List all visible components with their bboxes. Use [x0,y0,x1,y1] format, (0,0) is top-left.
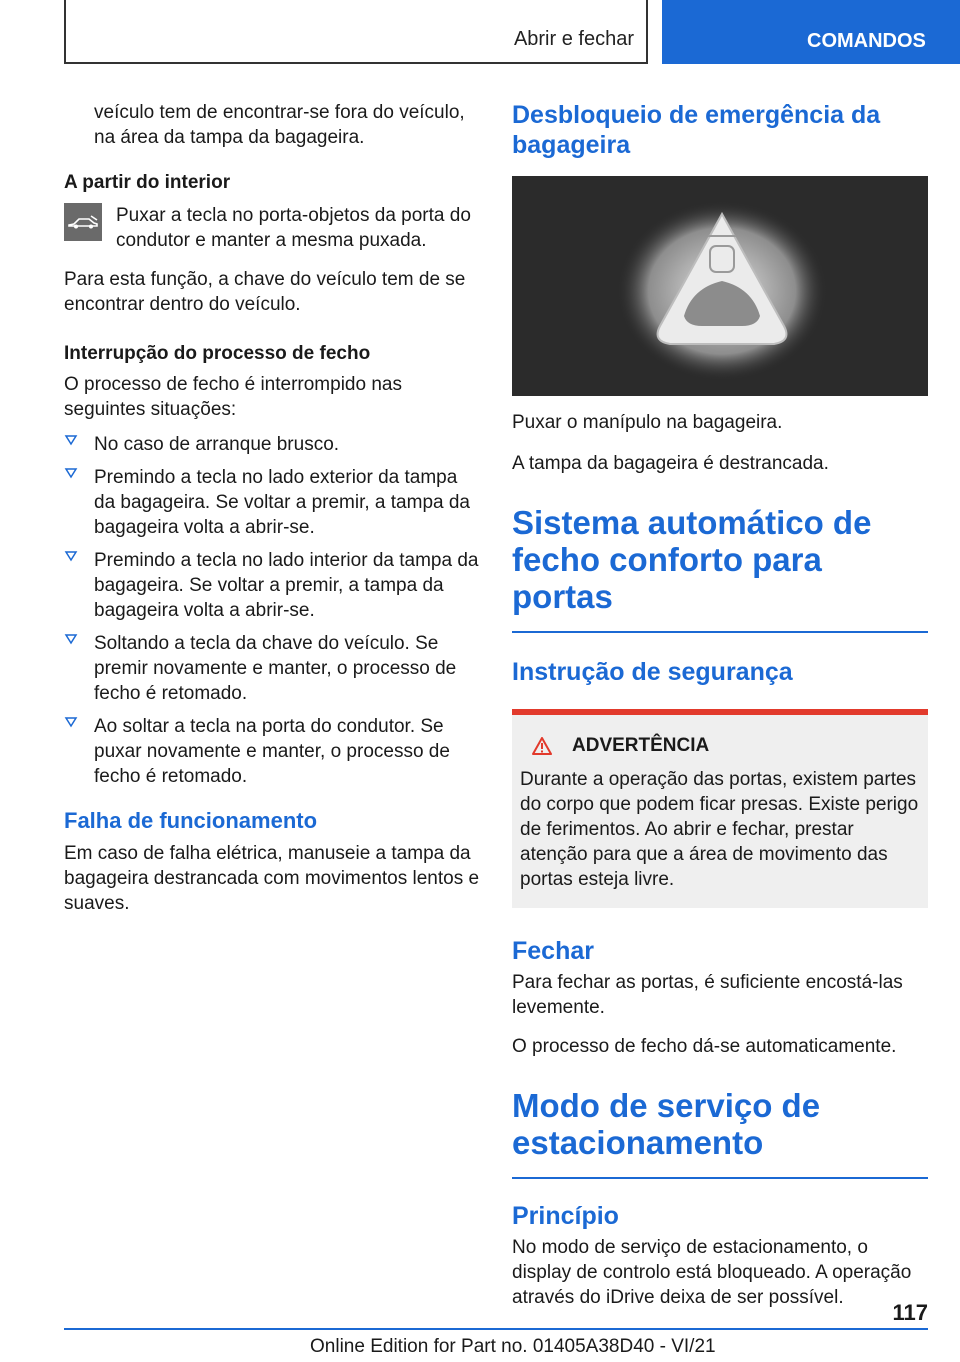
list-item: No caso de arranque brusco. [64,432,482,457]
emergency-step-2: A tampa da bagageira é destrancada. [512,453,829,474]
right-column [512,100,928,1310]
interior-instruction [64,203,482,253]
list-item: Soltando a tecla da chave do veículo. Se premir novamente e manter, o processo de fecho é retomado. [64,631,482,706]
interrupt-heading: Interrupção do processo de fecho [64,343,371,364]
left-column [64,100,482,916]
emergency-step-1: Puxar o manípulo na bagageira. [512,412,783,433]
interior-heading: A partir do interior [64,172,231,193]
warning-title: ADVERTÊNCIA [520,735,920,757]
softclose-heading: Sistema automático de fecho conforto para portas [512,504,872,615]
page-number: 117 [892,1300,928,1325]
triangle-bullet-icon [64,465,78,479]
warning-text: Durante a operação das portas, existem partes do corpo que podem ficar presas. Existe perigo de ferimentos. Ao abrir e fechar, prestar atenção para que a área de movimento das portas esteja livre. [520,769,919,890]
section-divider [512,631,928,633]
close-heading: Fechar [512,937,594,965]
footer-divider [64,1328,928,1330]
section-label: Abrir e fechar [513,28,634,50]
chapter-tab-label: COMANDOS [807,30,926,52]
malfunction-heading: Falha de funcionamento [64,808,318,833]
trunk-release-handle-image [512,176,928,396]
triangle-bullet-icon [64,432,78,446]
list-item: Ao soltar a tecla na porta do condutor. Se puxar novamente e manter, o processo de fecho é retomado. [64,714,482,789]
list-item: Premindo a tecla no lado interior da tampa da bagageira. Se voltar a premir, a tampa da bagageira volta a abrir-se. [64,548,482,623]
edition-note: Online Edition for Part no. 01405A38D40 - VI/21 [310,1336,716,1357]
valet-heading: Modo de serviço de estacionamento [512,1087,821,1161]
section-divider [512,1177,928,1179]
close-text-1: Para fechar as portas, é suficiente encostá-las levemente. [512,972,903,1018]
triangle-bullet-icon [64,631,78,645]
safety-heading: Instrução de segurança [512,658,793,686]
car-trunk-icon [64,203,102,241]
malfunction-text: Em caso de falha elétrica, manuseie a tampa da bagageira destrancada com movimentos lentos e suaves. [64,843,480,914]
warning-icon [532,737,552,755]
principle-text: No modo de serviço de estacionamento, o display de controlo está bloqueado. A operação através do iDrive deixa de ser possível. [512,1237,912,1308]
interrupt-list [64,432,482,789]
continued-paragraph: veículo tem de encontrar-se fora do veículo, na área da tampa da bagageira. [94,102,465,148]
header-box [64,0,648,64]
triangle-bullet-icon [64,714,78,728]
triangle-bullet-icon [64,548,78,562]
key-note: Para esta função, a chave do veículo tem de se encontrar dentro do veículo. [64,269,466,315]
close-text-2: O processo de fecho dá-se automaticamente. [512,1036,897,1057]
interrupt-intro: O processo de fecho é interrompido nas seguintes situações: [64,374,402,420]
warning-box [512,709,928,908]
chapter-tab [662,0,960,64]
interior-text: Puxar a tecla no porta-objetos da porta do condutor e manter a mesma puxada. [116,205,471,251]
list-item: Premindo a tecla no lado exterior da tampa da bagageira. Se voltar a premir, a tampa da bagageira volta a abrir-se. [64,465,482,540]
emergency-heading: Desbloqueio de emergência da bagageira [512,101,881,159]
principle-heading: Princípio [512,1202,619,1230]
